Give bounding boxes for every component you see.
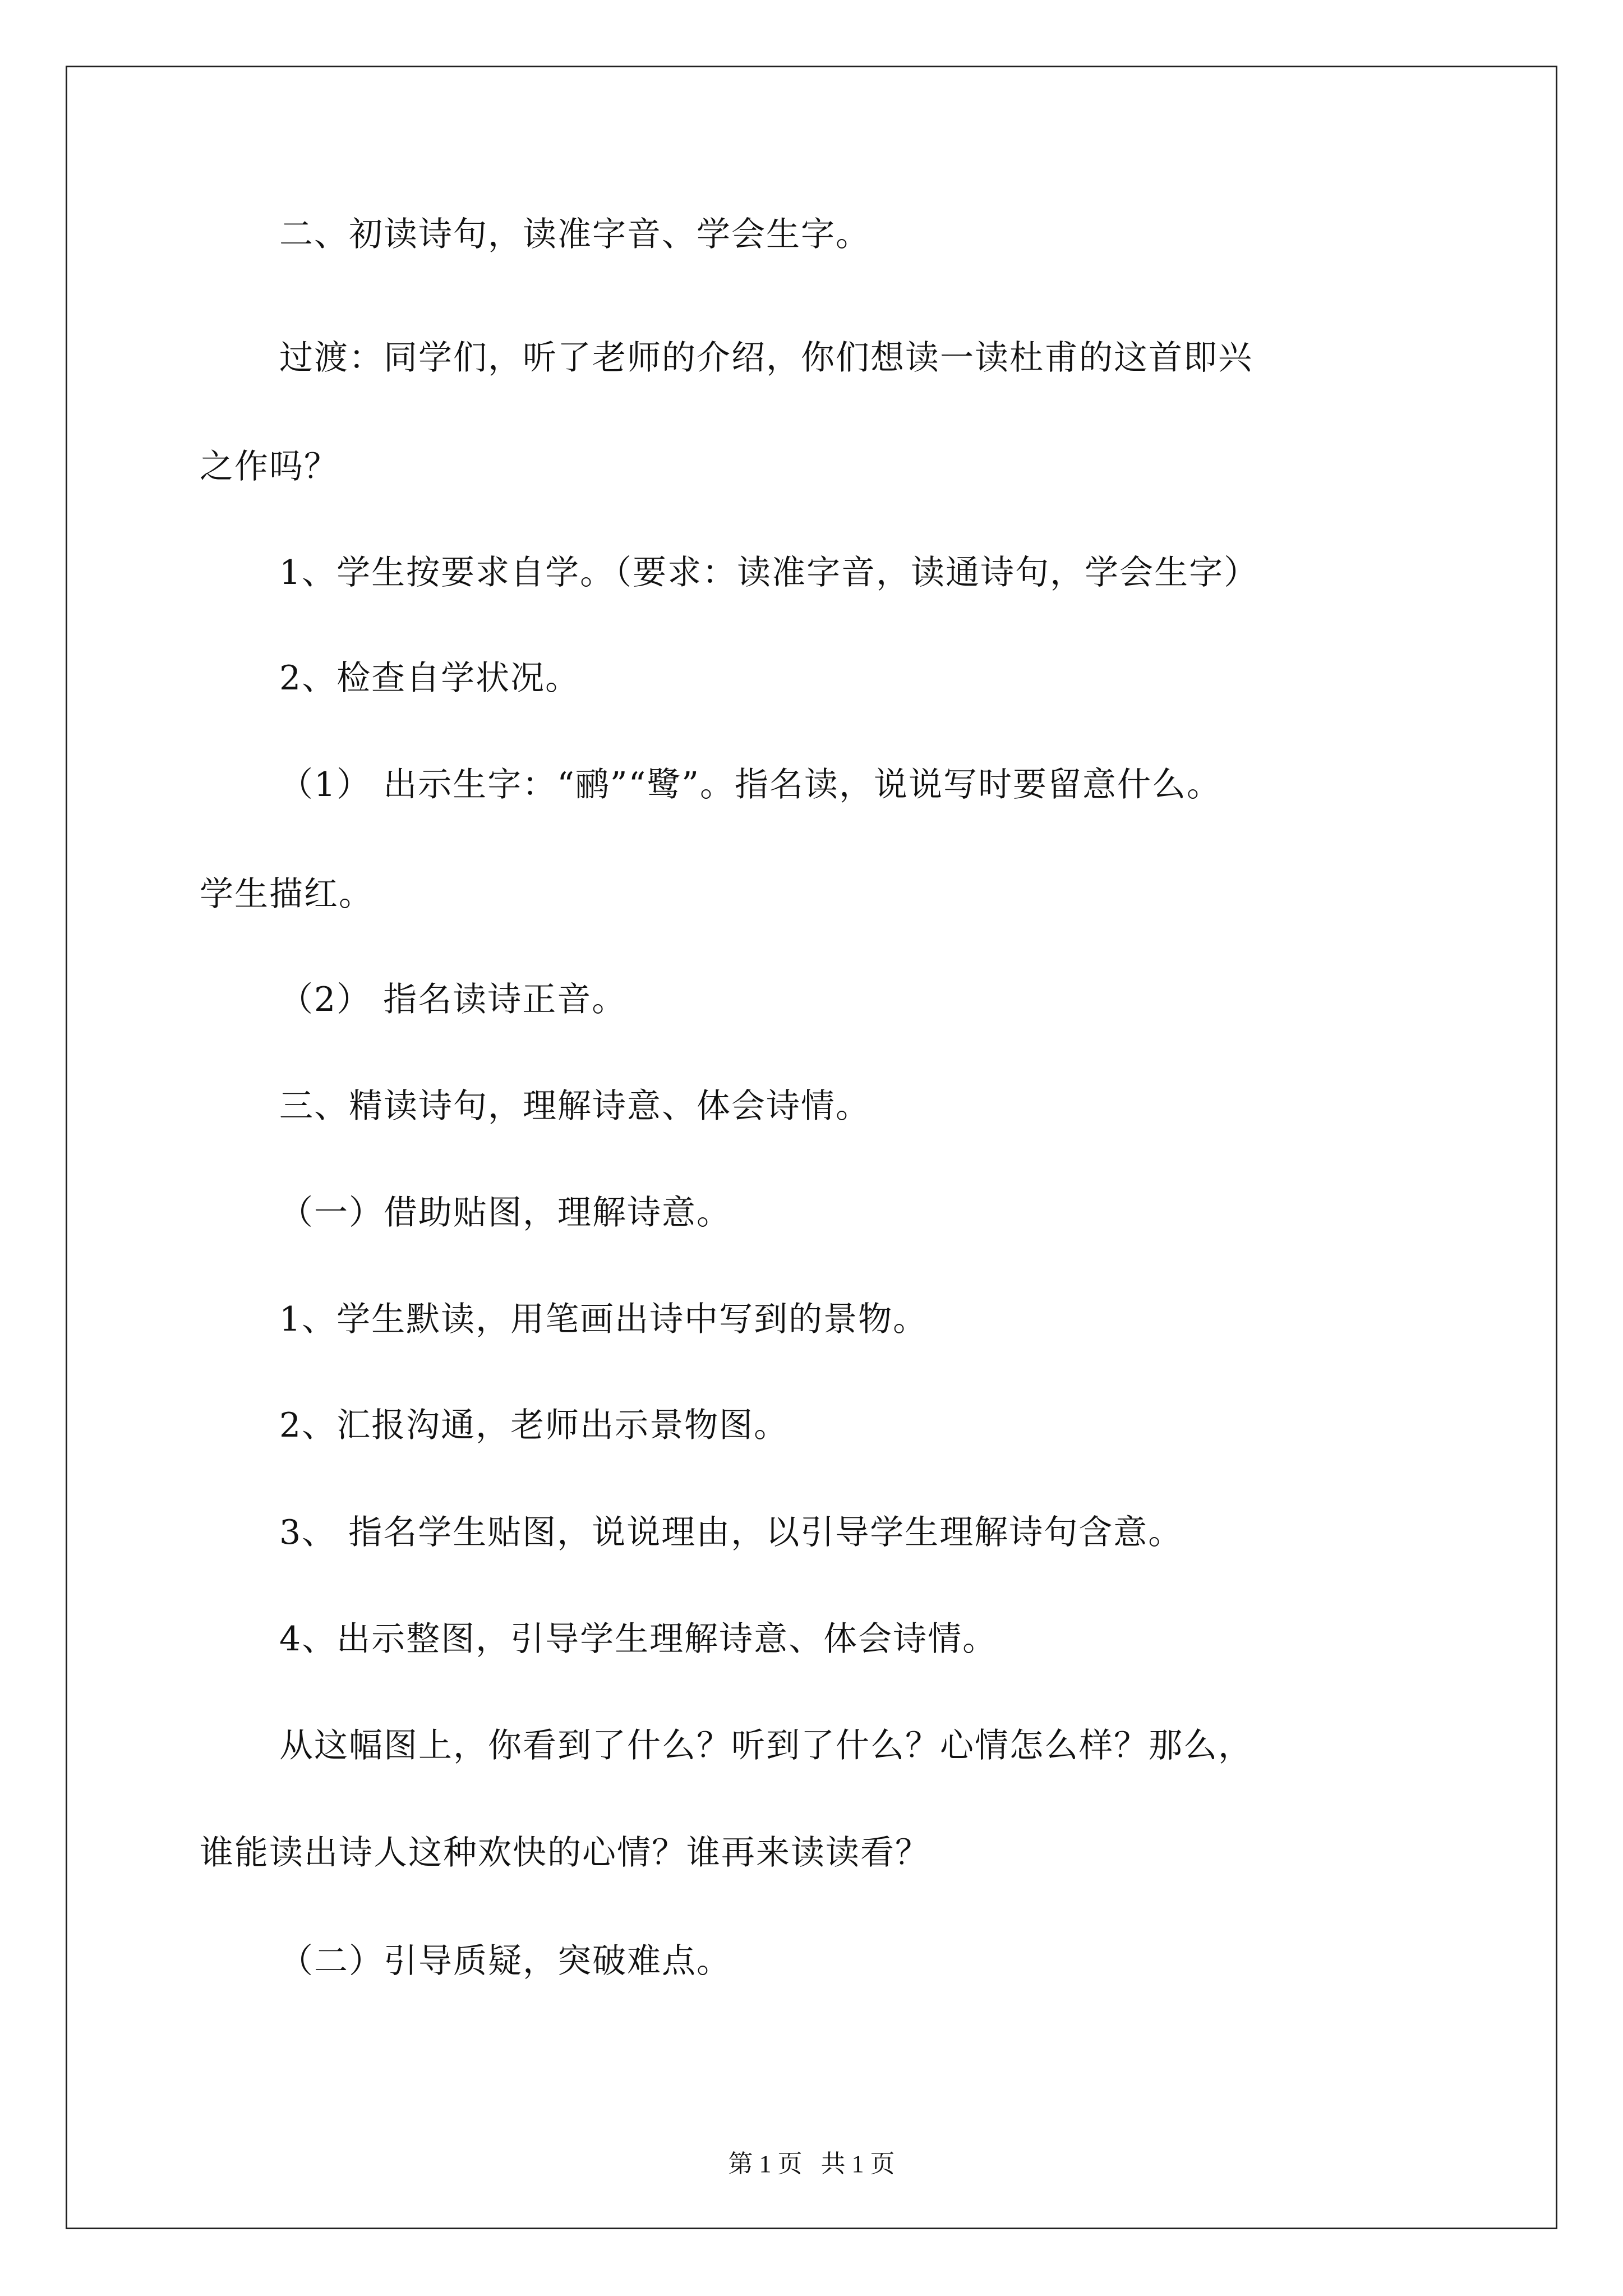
paragraph-line: 1、学生默读，用笔画出诗中写到的景物。 [279, 1300, 928, 1339]
paragraph-line: 4、出示整图，引导学生理解诗意、体会诗情。 [279, 1619, 998, 1659]
paragraph-line: （1） 出示生字：“鹂”“鹭”。指名读，说说写时要留意什么。 [279, 765, 1221, 804]
paragraph-line: 过渡：同学们，听了老师的介绍，你们想读一读杜甫的这首即兴 [279, 338, 1253, 378]
page-footer [0, 2150, 1623, 2179]
paragraph-line: 之作吗？ [200, 447, 339, 486]
paragraph-line: （2） 指名读诗正音。 [279, 980, 627, 1019]
paragraph-line: 2、检查自学状况。 [279, 659, 580, 698]
paragraph-line: 3、 指名学生贴图，说说理由，以引导学生理解诗句含意。 [279, 1513, 1183, 1552]
page-border [66, 66, 1557, 2229]
paragraph-line: 1、学生按要求自学。（要求：读准字音，读通诗句，学会生字） [279, 553, 1259, 592]
page-number: 第 1 页 共 1 页 [728, 2150, 895, 2178]
paragraph-line: 2、汇报沟通，老师出示景物图。 [279, 1406, 789, 1445]
paragraph-line: 从这幅图上，你看到了什么？听到了什么？心情怎么样？那么， [279, 1726, 1253, 1765]
heading-section-3: 三、精读诗句，理解诗意、体会诗情。 [279, 1087, 870, 1126]
paragraph-line: 谁能读出诗人这种欢快的心情？谁再来读读看？ [200, 1833, 930, 1872]
subheading: （一）借助贴图，理解诗意。 [279, 1193, 731, 1232]
paragraph-line: 学生描红。 [200, 875, 374, 914]
heading-section-2: 二、初读诗句，读准字音、学会生字。 [279, 215, 870, 254]
subheading: （二）引导质疑，突破难点。 [279, 1941, 731, 1981]
